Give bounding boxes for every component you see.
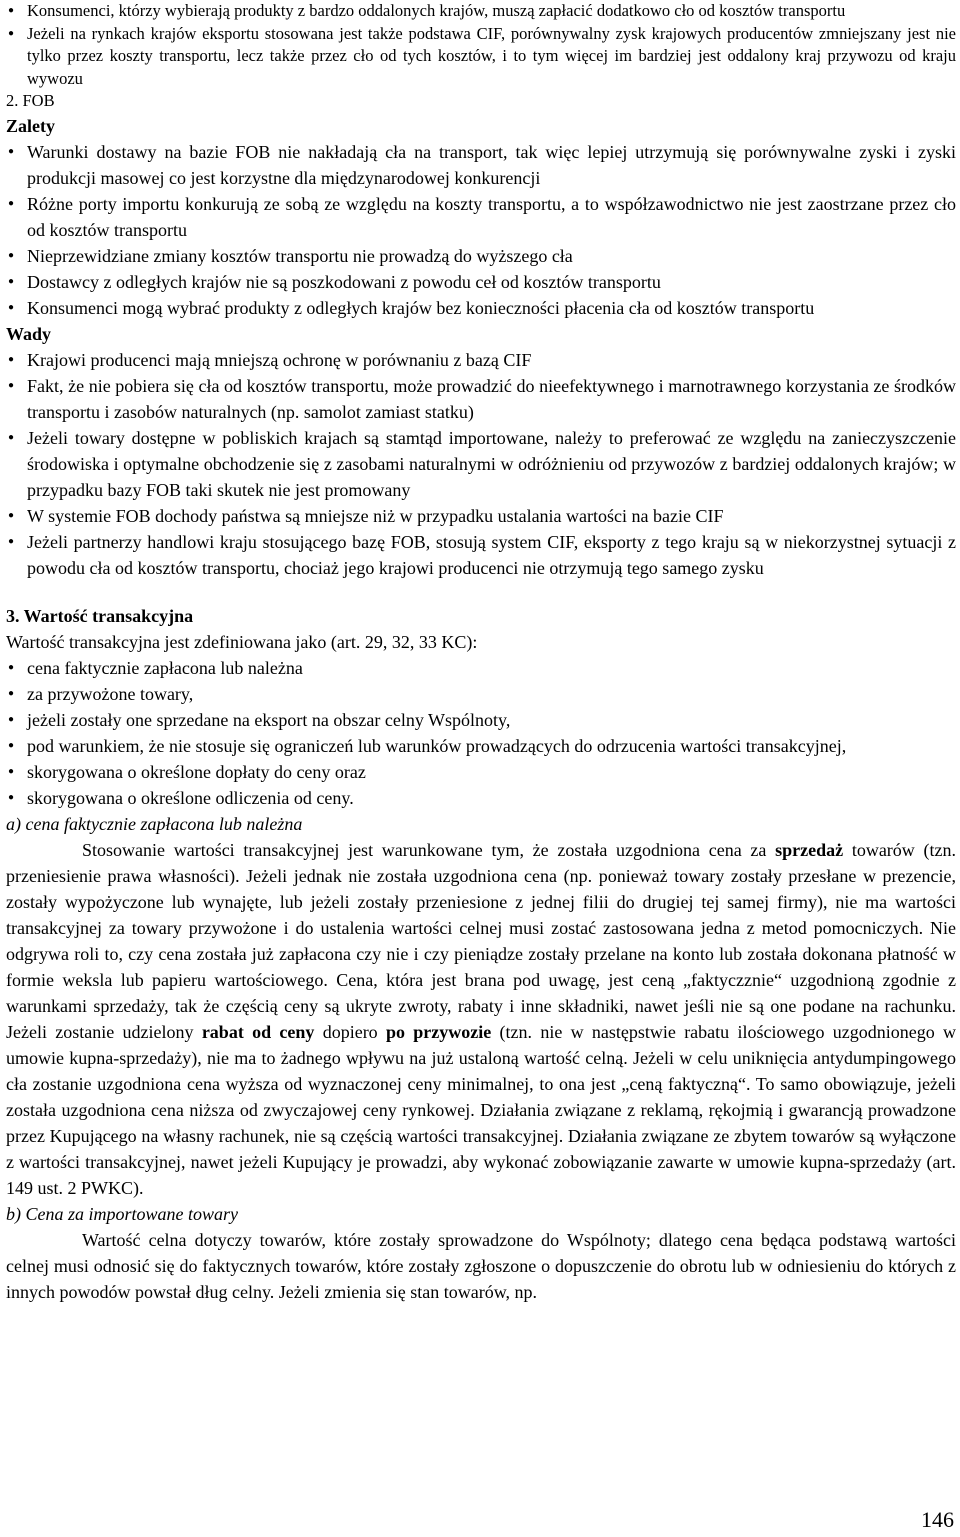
- list-item: ● pod warunkiem, że nie stosuje się ograniczeń lub warunków prowadzących do odrzucenia wartości transakcyjnej,: [6, 733, 956, 759]
- list-item: ● Różne porty importu konkurują ze sobą ze względu na koszty transportu, a to współzawodnictwo nie jest zaostrzane przez cło od kosztów transportu: [6, 191, 956, 243]
- section-3: [6, 603, 956, 1305]
- section-heading-fob: 2. FOB: [6, 91, 55, 110]
- list-item: ● jeżeli zostały one sprzedane na eksport na obszar celny Wspólnoty,: [6, 707, 956, 733]
- subsection-b-title: b) Cena za importowane towary: [6, 1203, 238, 1224]
- list-item: ● za przywożone towary,: [6, 681, 956, 707]
- section-lead: Wartość transakcyjna jest zdefiniowana jako (art. 29, 32, 33 KC):: [6, 631, 478, 652]
- paragraph-a: Stosowanie wartości transakcyjnej jest warunkowane tym, że została uzgodniona cena za sprzedaż towarów (tzn. przeniesienie prawa własności). Jeżeli jednak nie została uzgodniona cena (np. ponieważ towary zostały przesłane w prezencie, zostały wypożyczone lub wynajęte, lub jeżeli zostały przeniesione z jednej filii do drugiej tej samej firmy), nie ma wartości transakcyjnej za towary przywożone i do ustalenia wartości celnej musi zostać zastosowana jedna z metod pomocniczych. Nie odgrywa roli to, czy cena została już zapłacona czy nie i czy pieniądze zostały przelane na konto lub została dokonana płatność w formie weksla lub papieru wartościowego. Cena, która jest brana pod uwagę, jest ceną „faktyczznie“ uzgodnioną zgodnie z warunkami sprzedaży, tak że częścią ceny są ukryte zwroty, rabaty i inne składniki, nawet jeśli nie są one podane na rachunku. Jeżeli zostanie udzielony rabat od ceny dopiero po przywozie (tzn. nie w następstwie rabatu ilościowego uzgodnionego w umowie kupna-sprzedaży), nie ma to żadnego wpływu na już ustaloną wartość celną. Jeżeli w celu uniknięcia antydumpingowego cła zostanie uzgodniona cena wyższa od wyznaczonej ceny minimalnej, to ona jest „ceną faktyczną“. To samo obowiązuje, jeżeli została uzgodniona cena niższa od zwyczajowej ceny rynkowej. Działania związane z reklamą, rękojmią i gwarancją prowadzone przez Kupującego na własny rachunek, nie są częścią wartości transakcyjnej. Działania związane ze zbytem towarów są wyłączone z wartości transakcyjnej, nawet jeżeli Kupujący je prowadzi, aby wykonać zobowiązanie zawarte w umowie kupna-sprzedaży (art. 149 ust. 2 PWKC).: [6, 839, 957, 1198]
- list-item: ● Krajowi producenci mają mniejszą ochronę w porównaniu z bazą CIF: [6, 347, 956, 373]
- section-heading-transaction-value: 3. Wartość transakcyjna: [6, 605, 194, 626]
- list-item: ● Konsumenci, którzy wybierają produkty z bardzo oddalonych krajów, muszą zapłacić dodatkowo cło od kosztów transportu: [6, 0, 956, 23]
- list-item: ● cena faktycznie zapłacona lub należna: [6, 655, 956, 681]
- zalety-section: [6, 113, 956, 321]
- wady-section: [6, 321, 956, 581]
- list-item: ● Nieprzewidziane zmiany kosztów transportu nie prowadzą do wyższego cła: [6, 243, 956, 269]
- wady-title: Wady: [6, 323, 52, 344]
- list-item: ● skorygowana o określone odliczenia od ceny.: [6, 785, 956, 811]
- list-item: ● Jeżeli partnerzy handlowi kraju stosującego bazę FOB, stosują system CIF, eksporty z tego kraju są w niekorzystnej sytuacji z powodu cła od kosztów transportu, chociaż jego krajowi producenci nie otrzymują tego samego zysku: [6, 529, 956, 581]
- list-item: ● Jeżeli na rynkach krajów eksportu stosowana jest także podstawa CIF, porównywalny zysk krajowych producentów zmniejszany jest nie tylko przez koszty transportu, lecz także przez cło od tych kosztów, i to tym więcej im bardziej jest oddalony kraj przywozu od kraju wywozu: [6, 23, 956, 91]
- page-number: 146: [921, 1507, 954, 1532]
- document-page: [6, 0, 956, 1305]
- zalety-title: Zalety: [6, 115, 55, 136]
- list-item: ● Dostawcy z odległych krajów nie są poszkodowani z powodu ceł od kosztów transportu: [6, 269, 956, 295]
- list-item: ● skorygowana o określone dopłaty do ceny oraz: [6, 759, 956, 785]
- list-item: ● Konsumenci mogą wybrać produkty z odległych krajów bez konieczności płacenia cła od kosztów transportu: [6, 295, 956, 321]
- list-item: ● Warunki dostawy na bazie FOB nie nakładają cła na transport, tak więc lepiej utrzymują się porównywalne zyski i zyski produkcji masowej co jest korzystne dla międzynarodowej konkurencji: [6, 139, 956, 191]
- paragraph-b: Wartość celna dotyczy towarów, które zostały sprowadzone do Wspólnoty; dlatego cena będąca podstawą wartości celnej musi odnosić się do faktycznych towarów, które zostały zgłoszone o dopuszczenie do obrotu lub w odniesieniu do których z innych powodów powstał dług celny. Jeżeli zmienia się stan towarów, np.: [6, 1229, 956, 1302]
- intro-list: [6, 0, 956, 90]
- list-item: ● Jeżeli towary dostępne w pobliskich krajach są stamtąd importowane, należy to preferować ze względu na zanieczyszczenie środowiska i optymalne obchodzenie się z zasobami naturalnymi w odróżnieniu od przywozów z bardziej oddalonych krajów; w przypadku bazy FOB taki skutek nie jest promowany: [6, 425, 956, 503]
- list-item: ● W systemie FOB dochody państwa są mniejsze niż w przypadku ustalania wartości na bazie CIF: [6, 503, 956, 529]
- list-item: ● Fakt, że nie pobiera się cła od kosztów transportu, może prowadzić do nieefektywnego i marnotrawnego korzystania ze środków transportu i zasobów naturalnych (np. samolot zamiast statku): [6, 373, 956, 425]
- subsection-a-title: a) cena faktycznie zapłacona lub należna: [6, 813, 303, 834]
